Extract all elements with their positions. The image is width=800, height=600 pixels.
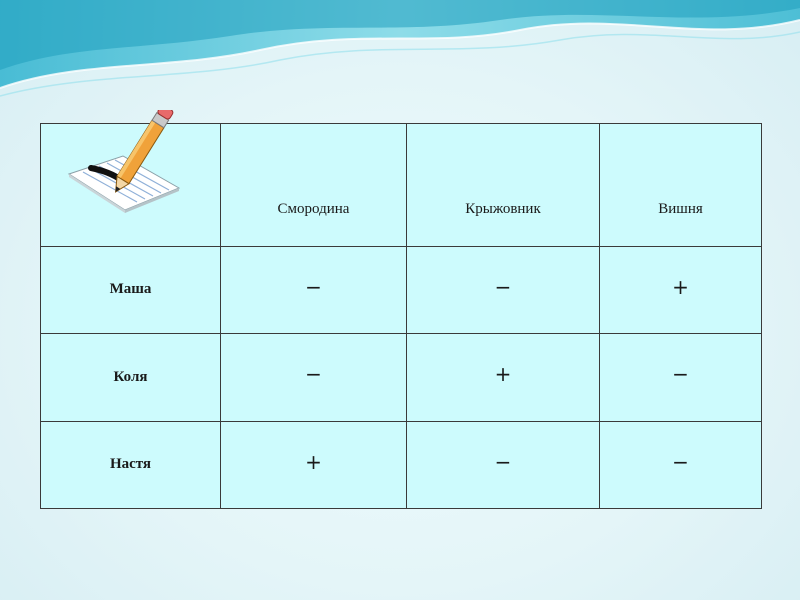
table-cell: − bbox=[600, 334, 762, 421]
row-label: Коля bbox=[41, 334, 221, 421]
table-cell: − bbox=[600, 421, 762, 508]
column-header: Вишня bbox=[600, 124, 762, 247]
column-header: Смородина bbox=[221, 124, 407, 247]
table-cell: − bbox=[221, 334, 407, 421]
column-header: Крыжовник bbox=[407, 124, 600, 247]
table-row bbox=[41, 334, 762, 421]
table-cell: − bbox=[407, 246, 600, 333]
table-cell: + bbox=[600, 246, 762, 333]
table-row bbox=[41, 246, 762, 333]
table-cell: − bbox=[407, 421, 600, 508]
table-cell: + bbox=[221, 421, 407, 508]
data-table bbox=[40, 123, 762, 509]
corner-cell bbox=[41, 124, 221, 247]
pencil-writing-icon bbox=[61, 110, 191, 220]
row-label: Настя bbox=[41, 421, 221, 508]
table-cell: + bbox=[407, 334, 600, 421]
table-cell: − bbox=[221, 246, 407, 333]
table-row bbox=[41, 421, 762, 508]
row-label: Маша bbox=[41, 246, 221, 333]
table-header-row bbox=[41, 124, 762, 247]
decorative-wave bbox=[0, 0, 800, 110]
